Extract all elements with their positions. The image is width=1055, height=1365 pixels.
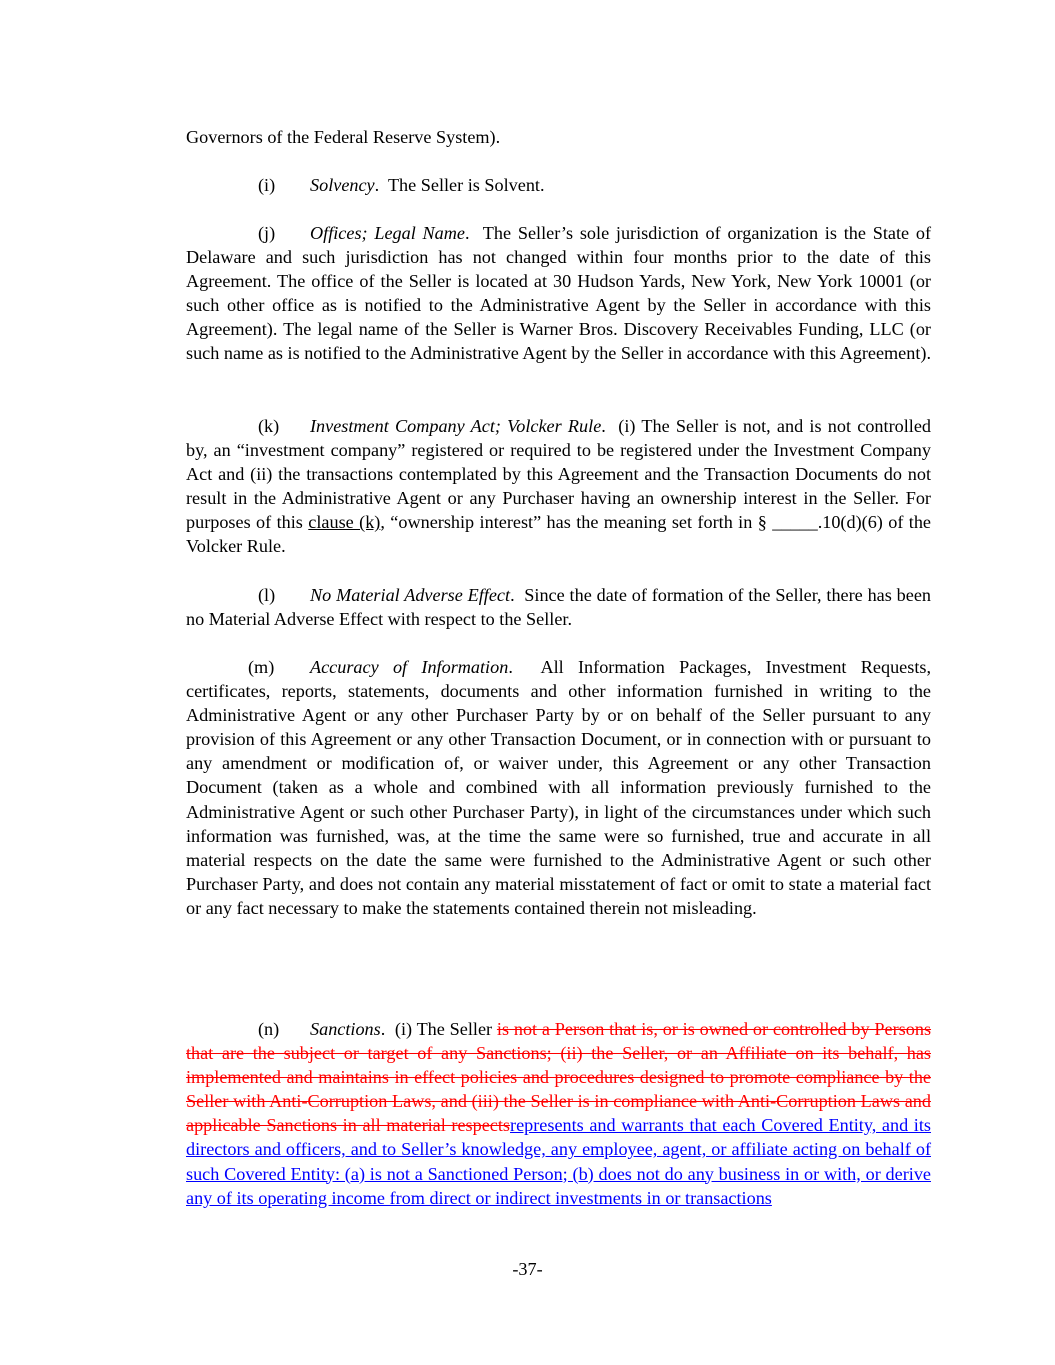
section-n-label: (n)	[258, 1019, 280, 1039]
section-n-title: Sanctions	[310, 1019, 381, 1039]
section-j-label: (j)	[258, 223, 276, 243]
section-n-lead: (i) The Seller	[394, 1019, 493, 1039]
section-j-title: Offices; Legal Name	[310, 223, 465, 243]
section-j: (j) Offices; Legal Name. The Seller’s sole jurisdiction of organization is the State of Delaware and such jurisdiction has not changed within four months prior to the date of this Agreement. The office of the Seller is located at 30 Hudson Yards, New York, New York 10001 (or such other office as is notified to the Administrative Agent by the Seller in accordance with this Agreement). The legal name of the Seller is Warner Bros. Discovery Receivables Funding, LLC (or such name as is notified to the Administrative Agent by the Seller in accordance with this Agreement).	[186, 223, 932, 364]
section-k-label: (k)	[258, 416, 280, 436]
section-i-label: (i)	[258, 175, 276, 195]
continuation-text: Governors of the Federal Reserve System).	[186, 127, 501, 147]
section-i: (i) Solvency. The Seller is Solvent.	[186, 173, 931, 197]
deleted-text: is not a Person that is, or is owned or controlled by Persons that are the subject or target of any Sanctions; (ii) the Seller, or an Affiliate on its behalf, has implemented and maintains in effect policies and procedures designed to promote compliance by the Seller with Anti-Corruption Laws, and (iii) the Seller is in compliance with Anti-Corruption Laws and applicable Sanctions in all material respects	[186, 1019, 932, 1136]
section-m-label: (m)	[248, 657, 275, 677]
section-l-title: No Material Adverse Effect	[310, 585, 511, 605]
section-m-title: Accuracy of Information	[310, 657, 509, 677]
section-n: (n) Sanctions. (i) The Seller is not a Person that is, or is owned or controlled by Persons that are the subject or target of any Sanctions; (ii) the Seller, or an Affiliate on its behalf, has implemented and maintains in effect policies and procedures designed to promote compliance by the Seller with Anti-Corruption Laws, and (iii) the Seller is in compliance with Anti-Corruption Laws and applicable Sanctions in all material respectsrepresents and warrants that each Covered Entity, and its directors and officers, and to Seller’s knowledge, any employee, agent, or affiliate acting on behalf of such Covered Entity: (a) is not a Sanctioned Person; (b) does not do any business in or with, or derive any of its operating income from direct or indirect investments in or transactions	[186, 1019, 932, 1208]
section-m-body: All Information Packages, Investment Requests, certificates, reports, statements, documents and other information furnished in writing to the Administrative Agent or any other Purchaser Party by or on behalf of the Seller pursuant to any provision of this Agreement or any other Transaction Document, or in connection with or pursuant to any amendment or modification of, or waiver under, this Agreement or any other Transaction Document (taken as a whole and combined with all information previously furnished to the Administrative Agent or such other Purchaser Party), in light of the circumstances under which such information was furnished, was, at the time the same were so furnished, true and accurate in all material respects on the date the same were furnished to the Administrative Agent or such other Purchaser Party, and does not contain any material misstatement of fact or omit to state a material fact or any fact necessary to make the statements contained therein not misleading.	[186, 657, 931, 918]
section-k-body-1: (i) The Seller is not, and is not controlled by, an “investment company” registered or required to be registered under the Investment Company Act and (ii) the transactions contemplated by this Agreement and the Transaction Documents do not result in the Administrative Agent or any Purchaser having an ownership interest in the Seller. For purposes of this	[186, 416, 932, 533]
section-l-label: (l)	[258, 585, 276, 605]
page-number: -37-	[512, 1259, 543, 1279]
section-l-body: Since the date of formation of the Seller, there has been no Material Adverse Effect with respect to the Seller.	[186, 585, 932, 630]
section-j-body: The Seller’s sole jurisdiction of organization is the State of Delaware and such jurisdiction has not changed within four months prior to the date of this Agreement. The office of the Seller is located at 30 Hudson Yards, New York, New York 10001 (or such other office as is notified to the Administrative Agent by the Seller in accordance with this Agreement). The legal name of the Seller is Warner Bros. Discovery Receivables Funding, LLC (or such name as is notified to the Administrative Agent by the Seller in accordance with this Agreement).	[186, 223, 932, 364]
section-k-body-2: , “ownership interest” has the meaning set forth in § _____.10(d)(6) of the Volcker Rule.	[186, 512, 932, 557]
section-k-title: Investment Company Act; Volcker Rule	[310, 416, 602, 436]
section-k: (k) Investment Company Act; Volcker Rule. (i) The Seller is not, and is not controlled by, an “investment company” registered or required to be registered under the Investment Company Act and (ii) the transactions contemplated by this Agreement and the Transaction Documents do not result in the Administrative Agent or any Purchaser having an ownership interest in the Seller. For purposes of this clause (k), “ownership interest” has the meaning set forth in § _____.10(d)(6) of the Volcker Rule.	[186, 416, 932, 557]
inserted-text: represents and warrants that each Covered Entity, and its directors and officers, and to Seller’s knowledge, any employee, agent, or affiliate acting on behalf of such Covered Entity: (a) is not a Sanctioned Person; (b) does not do any business in or with, or derive any of its operating income from direct or indirect investments in or transactions	[186, 1115, 931, 1208]
section-m: (m) Accuracy of Information. All Information Packages, Investment Requests, certificates, reports, statements, documents and other information furnished in writing to the Administrative Agent or any other Purchaser Party by or on behalf of the Seller pursuant to any provision of this Agreement or any other Transaction Document, or in connection with or pursuant to any amendment or modification of, or waiver under, this Agreement or any other Transaction Document (taken as a whole and combined with all information previously furnished to the Administrative Agent or such other Purchaser Party), in light of the circumstances under which such information was furnished, was, at the time the same were so furnished, true and accurate in all material respects on the date the same were furnished to the Administrative Agent or such other Purchaser Party, and does not contain any material misstatement of fact or omit to state a material fact or any fact necessary to make the statements contained therein not misleading.	[186, 657, 931, 918]
section-l: (l) No Material Adverse Effect. Since the date of formation of the Seller, there has been no Material Adverse Effect with respect to the Seller.	[186, 585, 932, 630]
section-i-title: Solvency	[310, 175, 375, 195]
clause-reference: clause (k)	[308, 512, 381, 533]
section-i-body: The Seller is Solvent.	[387, 175, 545, 195]
